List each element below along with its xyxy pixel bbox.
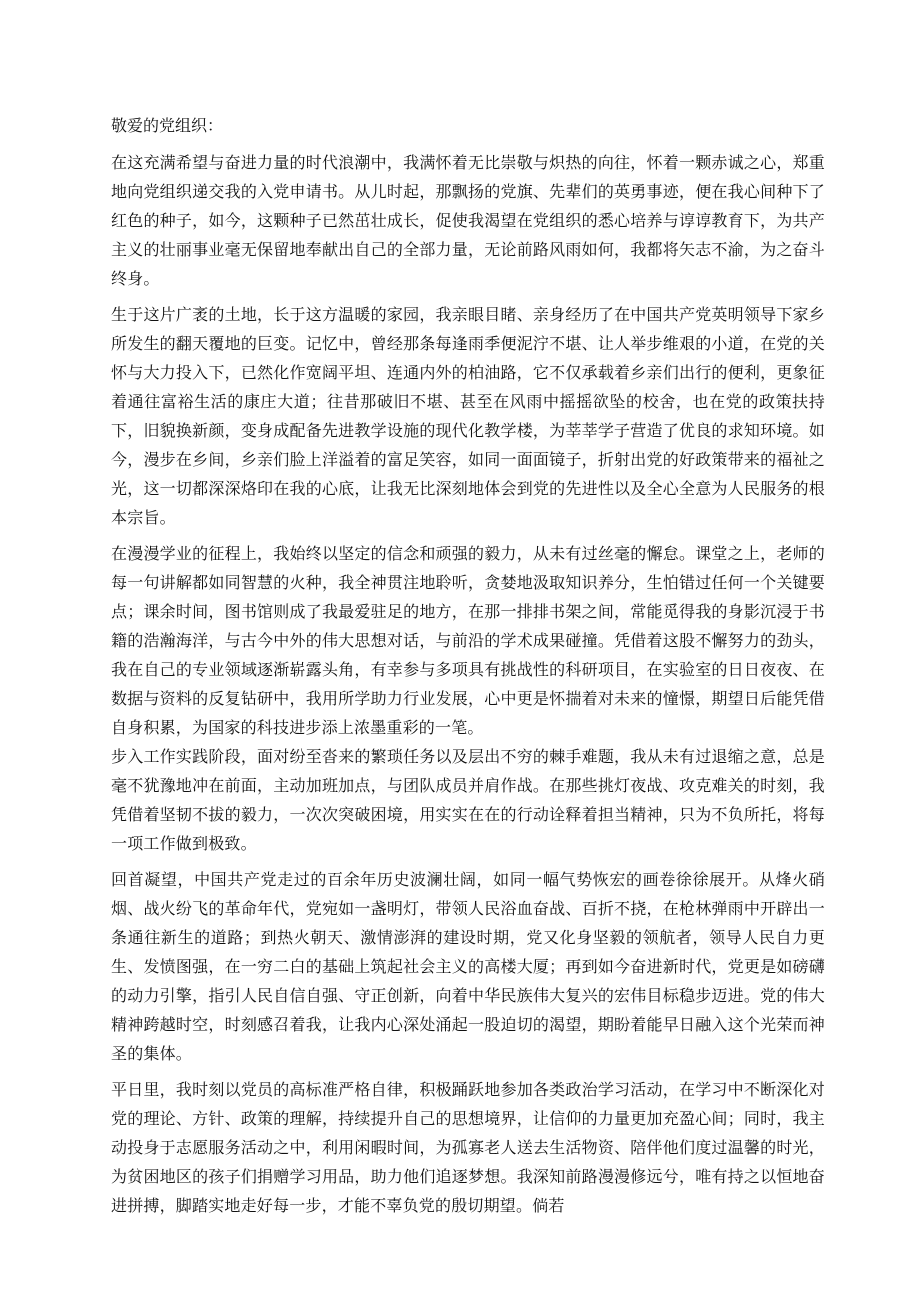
paragraph-history: 回首凝望，中国共产党走过的百余年历史波澜壮阔，如同一幅气势恢宏的画卷徐徐展开。从烽火硝烟、战火纷飞的革命年代，党宛如一盏明灯，带领人民浴血奋战、百折不挠，在枪林弹雨中开辟出一条通往新生的道路；到热火朝天、激情澎湃的建设时期，党又化身坚毅的领航者，领导人民自力更生、发愤图强，在一穷二白的基础上筑起社会主义的高楼大厦；再到如今奋进新时代，党更是如磅礴的动力引擎，指引人民自信自强、守正创新，向着中华民族伟大复兴的宏伟目标稳步迈进。党的伟大精神跨越时空，时刻感召着我，让我内心深处涌起一股迫切的渴望，期盼着能早日融入这个光荣而神圣的集体。: [111, 870, 825, 1063]
paragraph-intro: 在这充满希望与奋进力量的时代浪潮中，我满怀着无比崇敬与炽热的向往，怀着一颗赤诚之心，郑重地向党组织递交我的入党申请书。从儿时起，那飘扬的党旗、先辈们的英勇事迹，便在我心间种下了红色的种子，如今，这颗种子已然茁壮成长，促使我渴望在党组织的悉心培养与谆谆教育下，为共产主义的壮丽事业毫无保留地奉献出自己的全部力量，无论前路风雨如何，我都将矢志不渝，为之奋斗终身。: [111, 153, 825, 288]
paragraph-work: 步入工作实践阶段，面对纷至沓来的繁琐任务以及层出不穷的棘手难题，我从未有过退缩之意，总是毫不犹豫地冲在前面，主动加班加点，与团队成员并肩作战。在那些挑灯夜战、攻克难关的时刻，我凭借着坚韧不拔的毅力，一次次突破困境，用实实在在的行动诠释着担当精神，只为不负所托，将每一项工作做到极致。: [111, 747, 825, 853]
salutation: 敬爱的党组织：: [111, 116, 224, 135]
letter-page: [111, 112, 825, 1227]
paragraph-daily: 平日里，我时刻以党员的高标准严格自律，积极踊跃地参加各类政治学习活动，在学习中不断深化对党的理论、方针、政策的理解，持续提升自己的思想境界，让信仰的力量更加充盈心间；同时，我主动投身于志愿服务活动之中，利用闲暇时间，为孤寡老人送去生活物资、陪伴他们度过温馨的时光，为贫困地区的孩子们捐赠学习用品，助力他们追逐梦想。我深知前路漫漫修远兮，唯有持之以恒地奋进拼搏，脚踏实地走好每一步，才能不辜负党的殷切期望。倘若: [111, 1080, 825, 1215]
paragraph-hometown: 生于这片广袤的土地，长于这方温暖的家园，我亲眼目睹、亲身经历了在中国共产党英明领导下家乡所发生的翻天覆地的巨变。记忆中，曾经那条每逢雨季便泥泞不堪、让人举步维艰的小道，在党的关怀与大力投入下，已然化作宽阔平坦、连通内外的柏油路，它不仅承载着乡亲们出行的便利，更象征着通往富裕生活的康庄大道；往昔那破旧不堪、甚至在风雨中摇摇欲坠的校舍，也在党的政策扶持下，旧貌换新颜，变身成配备先进教学设施的现代化教学楼，为莘莘学子营造了优良的求知环境。如今，漫步在乡间，乡亲们脸上洋溢着的富足笑容，如同一面面镜子，折射出党的好政策带来的福祉之光，这一切都深深烙印在我的心底，让我无比深刻地体会到党的先进性以及全心全意为人民服务的根本宗旨。: [111, 305, 825, 527]
paragraph-study: 在漫漫学业的征程上，我始终以坚定的信念和顽强的毅力，从未有过丝毫的懈怠。课堂之上，老师的每一句讲解都如同智慧的火种，我全神贯注地聆听，贪婪地汲取知识养分，生怕错过任何一个关键要点；课余时间，图书馆则成了我最爱驻足的地方，在那一排排书架之间，常能觅得我的身影沉浸于书籍的浩瀚海洋，与古今中外的伟大思想对话，与前沿的学术成果碰撞。凭借着这股不懈努力的劲头，我在自己的专业领域逐渐崭露头角，有幸参与多项具有挑战性的科研项目，在实验室的日日夜夜、在数据与资料的反复钻研中，我用所学助力行业发展，心中更是怀揣着对未来的憧憬，期望日后能凭借自身积累，为国家的科技进步添上浓墨重彩的一笔。: [111, 544, 825, 737]
